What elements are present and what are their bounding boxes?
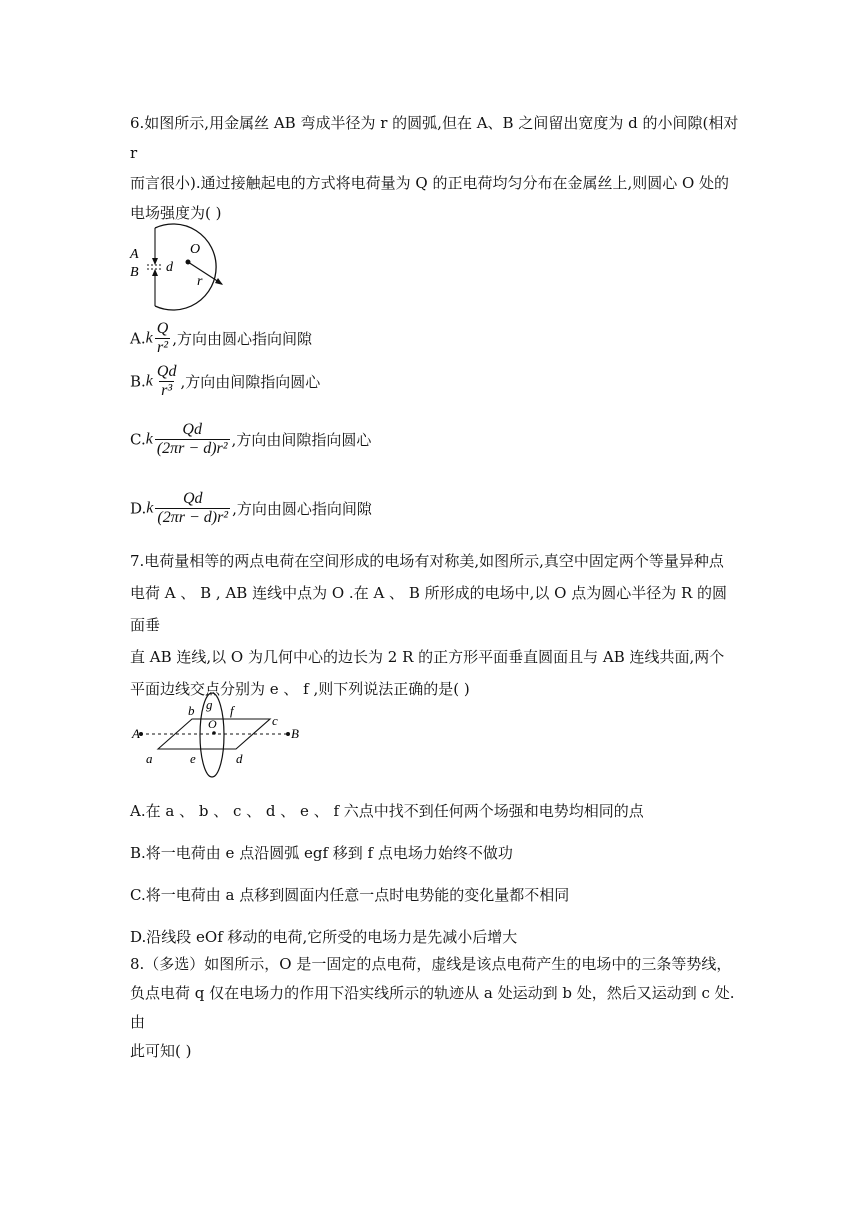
svg-text:B: B (291, 726, 299, 741)
q6-option-c[interactable]: C.k $\frac{Qd}{\text{(2πr − d)r²}}$ ,方向由间隙指向圆心 (130, 421, 372, 457)
q6-option-b-fraction: $\frac{Qd}{\text{r³}}$ (156, 363, 177, 399)
q6-line-3: 电场强度为( ) (130, 204, 222, 222)
q6-label-O: O (190, 242, 201, 257)
svg-text:O: O (208, 717, 217, 731)
svg-text:g: g (206, 697, 213, 712)
q6-label-d: d (166, 260, 173, 275)
q7-option-b[interactable]: B.将一电荷由 e 点沿圆弧 egf 移到 f 点电场力始终不做功 (130, 844, 513, 862)
q6-line-2: 而言很小).通过接触起电的方式将电荷量为 Q 的正电荷均匀分布在金属丝上,则圆心 O 处的 (130, 174, 730, 192)
svg-text:b: b (188, 703, 195, 718)
svg-text:f: f (230, 703, 234, 718)
q7-line-2: 电荷 A 、 B , AB 连线中点为 O .在 A 、 B 所形成的电场中,以 O 点为圆心半径为 R 的圆面垂 (130, 584, 728, 634)
q6-circle-figure (125, 218, 240, 318)
q8-line-3: 此可知( ) (130, 1042, 192, 1060)
svg-text:c: c (272, 713, 278, 728)
svg-text:a: a (146, 751, 153, 766)
svg-text:A: A (132, 726, 140, 741)
question-7-stem (130, 545, 740, 705)
q6-option-d-fraction: $\frac{Qd}{\text{(2πr − d)r²}}$ (157, 490, 229, 526)
q6-option-c-fraction: $\frac{Qd}{\text{(2πr − d)r²}}$ (156, 421, 228, 457)
q7-option-d[interactable]: D.沿线段 eOf 移动的电荷,它所受的电场力是先减小后增大 (130, 928, 518, 946)
q6-line-1: 6.如图所示,用金属丝 AB 弯成半径为 r 的圆弧,但在 A、B 之间留出宽度为 d 的小间隙(相对 r (130, 114, 739, 162)
q6-option-d[interactable]: D.k $\frac{Qd}{\text{(2πr − d)r²}}$ ,方向由圆心指向间隙 (130, 490, 372, 526)
question-6-stem (130, 108, 740, 228)
q7-option-a[interactable]: A.在 a 、 b 、 c 、 d 、 e 、 f 六点中找不到任何两个场强和电势均相同的点 (130, 802, 644, 820)
q7-line-3: 直 AB 连线,以 O 为几何中心的边长为 2 R 的正方形平面垂直圆面且与 AB 连线共面,两个 (130, 648, 725, 666)
q6-arc (155, 224, 216, 310)
q6-option-b[interactable]: B.k $\frac{Qd}{\text{r³}}$ ,方向由间隙指向圆心 (130, 363, 321, 399)
q6-option-a-fraction: $\frac{Q}{\text{r²}}$ (156, 320, 169, 356)
svg-text:e: e (190, 751, 196, 766)
q6-label-r: r (197, 274, 203, 289)
q7-line-4: 平面边线交点分别为 e 、 f ,则下列说法正确的是( ) (130, 680, 470, 698)
q7-field-figure (128, 692, 308, 782)
q6-option-a[interactable]: A.k $\frac{Q}{\text{r²}}$ ,方向由圆心指向间隙 (130, 320, 313, 356)
q7-line-1: 7.电荷量相等的两点电荷在空间形成的电场有对称美,如图所示,真空中固定两个等量异种点 (130, 552, 724, 570)
q8-line-1: 8.（多选）如图所示，O 是一固定的点电荷，虚线是该点电荷产生的电场中的三条等势线， (130, 955, 732, 973)
q6-label-A: A (130, 247, 139, 262)
q8-line-2: 负点电荷 q 仅在电场力的作用下沿实线所示的轨迹从 a 处运动到 b 处，然后又运动到 c 处. 由 (130, 984, 735, 1031)
svg-text:d: d (236, 751, 243, 766)
q6-label-B: B (130, 265, 139, 280)
q7-options (130, 790, 740, 958)
q7-option-c[interactable]: C.将一电荷由 a 点移到圆面内任意一点时电势能的变化量都不相同 (130, 886, 570, 904)
q7-center-point (212, 731, 216, 735)
question-8-stem (130, 950, 740, 1066)
